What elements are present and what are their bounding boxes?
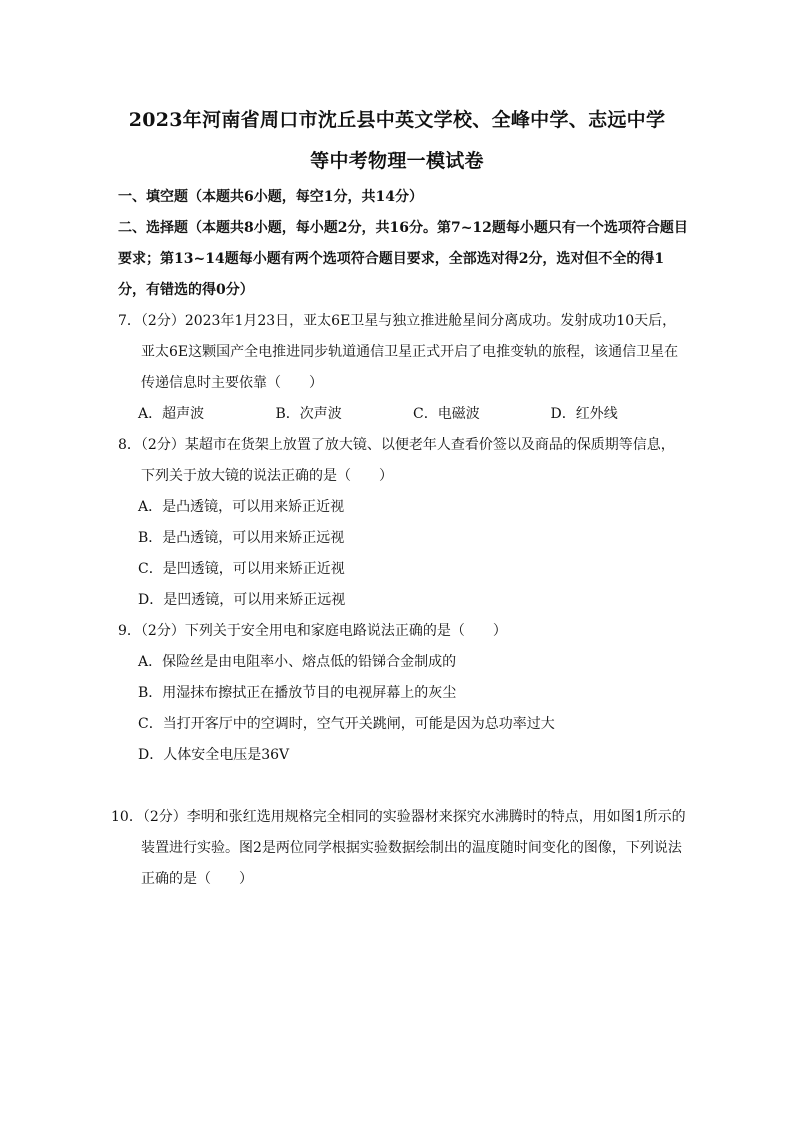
question-9-option-a: A．保险丝是由电阻率小、熔点低的铅锑合金制成的 [138,654,457,670]
question-8-option-d: D．是凹透镜，可以用来矫正远视 [138,592,346,608]
question-7-option-d: D．红外线 [550,406,618,422]
section-multiple-choice-heading: 二、选择题（本题共8小题，每小题2分，共16分。第7~12题每小题只有一个选项符合题目要求；第13~14题每小题有两个选项符合题目要求，全部选对得2分，选对但不全的得1分，有错选的得0分） [118,220,688,298]
question-8-option-a: A．是凸透镜，可以用来矫正近视 [138,499,345,515]
question-7-option-c: C．电磁波 [413,406,480,422]
section-fill-in-heading: 一、填空题（本题共6小题，每空1分，共14分） [118,189,423,205]
exam-title-line-1: 2023年河南省周口市沈丘县中英文学校、全峰中学、志远中学 [128,109,666,131]
question-9-option-d: D．人体安全电压是36V [138,747,290,763]
question-8-option-c: C．是凹透镜，可以用来矫正近视 [138,561,345,577]
question-7-stem: 7．（2分）2023年1月23日，亚太6E卫星与独立推进舱星间分离成功。发射成功10天后，亚太6E这颗国产全电推进同步轨道通信卫星正式开启了电推变轨的旅程，该通信卫星在传递信息时主要依靠（ ） [118,313,679,391]
question-8 [118,430,688,616]
question-8-option-b: B．是凸透镜，可以用来矫正远视 [138,530,345,546]
exam-title-line-2: 等中考物理一模试卷 [310,150,484,172]
question-10-stem: 10．（2分）李明和张红选用规格完全相同的实验器材来探究水沸腾时的特点，用如图1所示的装置进行实验。图2是两位同学根据实验数据绘制出的温度随时间变化的图像，下列说法正确的是（ ） [111,809,686,887]
question-8-stem: 8．（2分）某超市在货架上放置了放大镜、以便老年人查看价签以及商品的保质期等信息，下列关于放大镜的说法正确的是（ ） [118,437,675,484]
question-7-option-a: A．超声波 [138,406,205,422]
question-7-option-b: B．次声波 [275,406,342,422]
question-9 [118,616,688,771]
question-9-option-c: C．当打开客厅中的空调时，空气开关跳闸，可能是因为总功率过大 [138,716,555,732]
question-9-stem: 9．（2分）下列关于安全用电和家庭电路说法正确的是（ ） [118,623,507,639]
question-7-options [118,399,688,430]
question-7 [118,306,688,430]
question-9-option-b: B．用湿抹布擦拭正在播放节目的电视屏幕上的灰尘 [138,685,457,701]
question-10 [111,802,688,895]
